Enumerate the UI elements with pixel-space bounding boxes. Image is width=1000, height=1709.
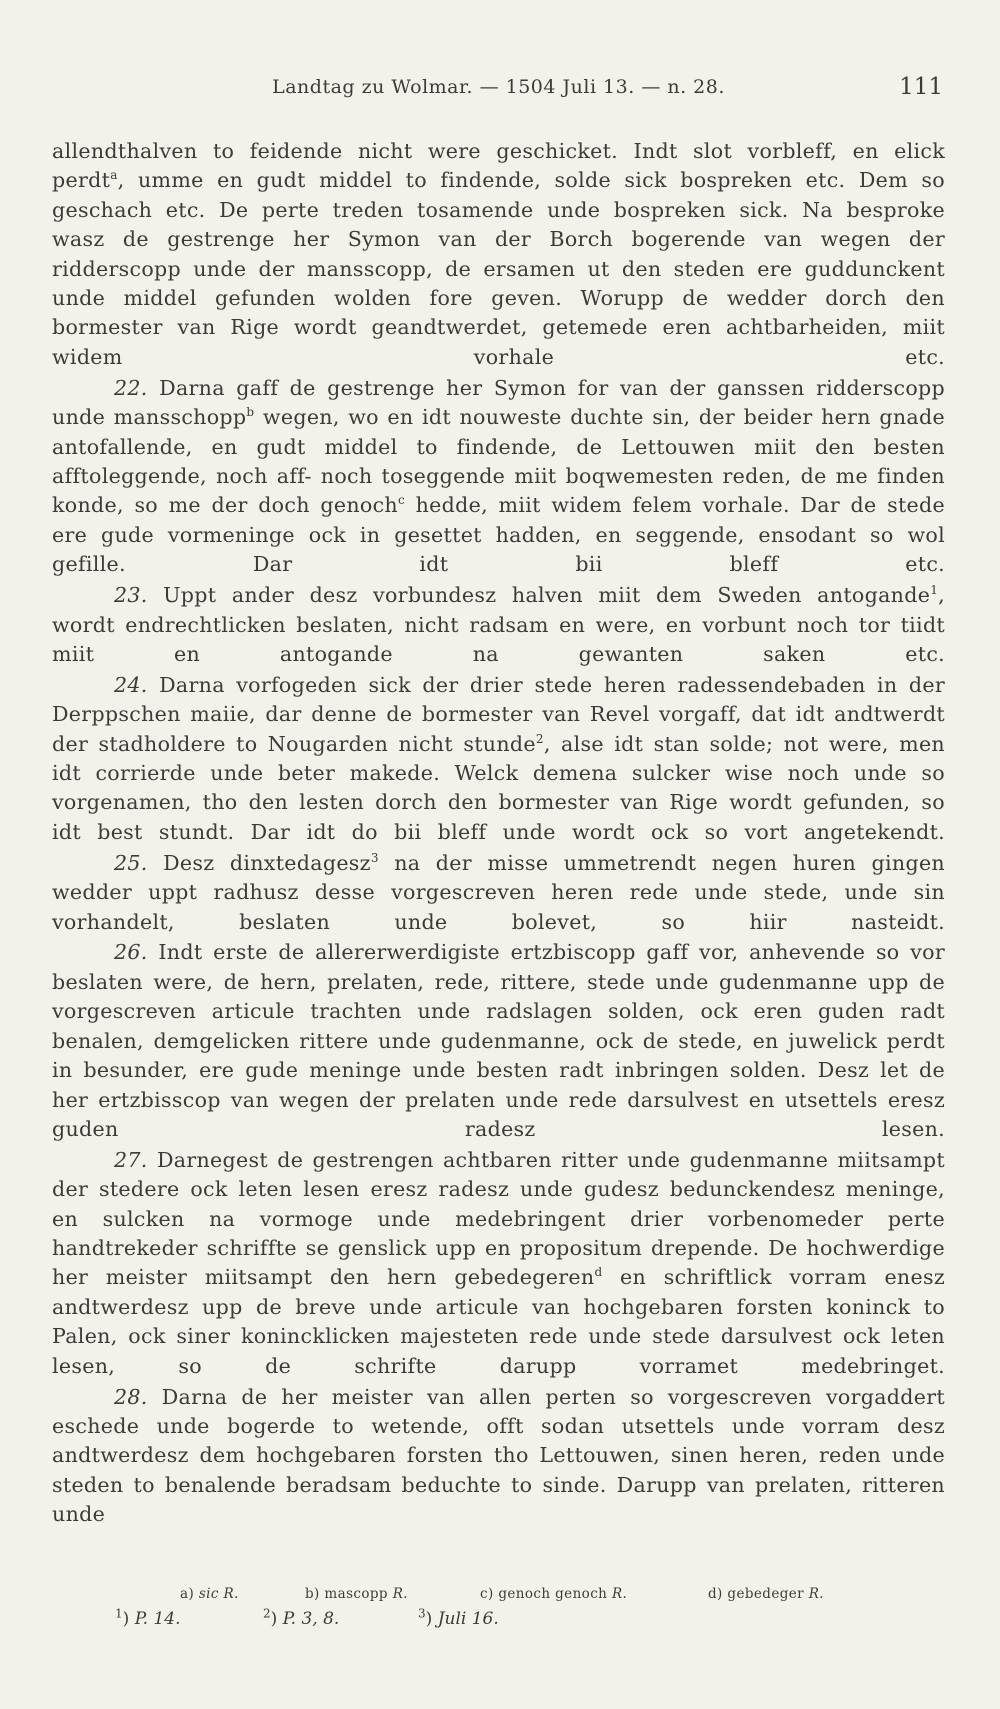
footnote-3: $^3$) Juli 16.	[418, 1606, 499, 1629]
section-number: 27.	[114, 1147, 148, 1172]
footnote-2: $^2$) P. 3, 8.	[263, 1606, 340, 1629]
paragraph-22: 22. Darna gaff de gestrenge her Symon for van der ganssen ridderscopp unde mansschopp$^b$ wegen, wo en idt nouweste duchte sin, der beider hern gnade antofallende, en gudt middel to findende, de Lettouwen miit den besten afftoleggende, noch aff- noch toseggende miit boqwemesten reden, de me finden konde, so me der doch genoch$^c$ hedde, miit widem felem vorhale. Dar de stede ere gude vormeninge ock in gesettet hadden, en seggende, ensodant so wol gefille. Dar idt bii bleff etc.	[52, 375, 946, 577]
running-head: Landtag zu Wolmar. — 1504 Juli 13. — n. 28.	[272, 76, 725, 98]
footnote-mark: 3	[370, 850, 379, 865]
paragraph-25: 25. Desz dinxtedagesz$^3$ na der misse ummetrendt negen huren gingen wedder uppt radhusz desse vorgescreven heren rede unde stede, unde sin vorhandelt, beslaten unde bolevet, so hiir nasteidt.	[52, 850, 945, 934]
footnote-c: c) genoch genoch R.	[480, 1586, 628, 1602]
body-text	[52, 137, 945, 1531]
section-number: 22.	[114, 375, 148, 400]
page-header	[52, 72, 945, 106]
paragraph-24: 24. Darna vorfogeden sick der drier stede heren radessendebaden in der Derppschen maiie, dar denne de bormester van Revel vorgaff, dat idt andtwerdt der stadholdere to Nougarden nicht stunde$^2$, alse idt stan solde; not were, men idt corrierde unde beter makede. Welck demena sulcker wise noch unde so vorgenamen, tho den lesten dorch den bormester van Rige wordt gefunden, so idt best stundt. Dar idt do bii bleff unde wordt ock so vort angetekendt.	[52, 672, 945, 844]
footnote-mark: c	[398, 493, 406, 508]
page-number: 111	[899, 74, 943, 100]
footnote-d: d) gebedeger R.	[708, 1586, 824, 1602]
footnote-b: b) mascopp R.	[305, 1586, 408, 1602]
section-number: 25.	[114, 850, 148, 875]
section-number: 28.	[114, 1384, 148, 1409]
footnote-mark: d	[594, 1265, 603, 1280]
paragraph-28: 28. Darna de her meister van allen perten so vorgescreven vorgaddert eschede unde bogerde to wetende, offt sodan utsettels unde vorram desz andtwerdesz dem hochgebaren forsten tho Lettouwen, sinen heren, reden unde steden to benalende beradsam beduchte to sinde. Darupp van prelaten, ritteren unde	[52, 1384, 945, 1527]
section-number: 24.	[114, 672, 148, 697]
footnote-mark: a	[110, 168, 118, 183]
paragraph-23: 23. Uppt ander desz vorbundesz halven miit dem Sweden antogande$^1$, wordt endrechtlicken beslaten, nicht radsam en were, en vorbunt noch tor tiidt miit en antogande na gewanten saken etc.	[52, 583, 945, 666]
footnote-mark: 1	[930, 583, 939, 598]
footnote-mark: b	[246, 405, 255, 420]
section-number: 23.	[114, 583, 148, 608]
footnote-mark: 2	[535, 731, 544, 746]
paragraph-continuation: allendthalven to feidende nicht were geschicket. Indt slot vorbleff, en elick perdt$^a$, umme en gudt middel to findende, solde sick bospreken etc. Dem so geschach etc. De perte treden tosamende unde bospreken sick. Na besproke wasz de gestrenge her Symon van der Borch bogerende van wegen der ridderscopp unde der mansscopp, de ersamen ut den steden ere guddunckent unde middel gefunden wolden fore geven. Worupp de wedder dorch den bormester van Rige wordt geandtwerdet, getemede eren achtbarheiden, miit widem vorhale etc.	[52, 139, 945, 369]
footnote-a: a) sic R.	[180, 1586, 239, 1602]
section-number: 26.	[114, 940, 148, 965]
footnote-1: $^1$) P. 14.	[115, 1606, 181, 1629]
paragraph-26: 26. Indt erste de allererwerdigiste ertzbiscopp gaff vor, anhevende so vor beslaten were, de hern, prelaten, rede, rittere, stede unde gudenmanne upp de vorgescreven articule trachten unde radslagen solden, ock eren guden radt benalen, demgelicken rittere unde gudenmanne, ock de stede, en juwelick perdt in besunder, ere gude meninge unde besten radt inbringen solden. Desz let de her ertzbisscop van wegen der prelaten unde rede darsulvest en utsettels eresz guden radesz lesen.	[52, 940, 945, 1141]
paragraph-27: 27. Darnegest de gestrengen achtbaren ritter unde gudenmanne miitsampt der stedere ock leten lesen eresz radesz unde gudesz bedunckendesz meninge, en sulcken na vormoge unde medebringent drier vorbenomeder perte handtrekeder schriffte se genslick upp en propositum drepende. De hochwerdige her meister miitsampt den hern gebedegeren$^d$ en schriftlick vorram enesz andtwerdesz upp de breve unde articule van hochgebaren forsten koninck to Palen, ock siner konincklicken majesteten rede unde stede darsulvest ock leten lesen, so de schrifte darupp vorramet medebringet.	[52, 1147, 945, 1378]
